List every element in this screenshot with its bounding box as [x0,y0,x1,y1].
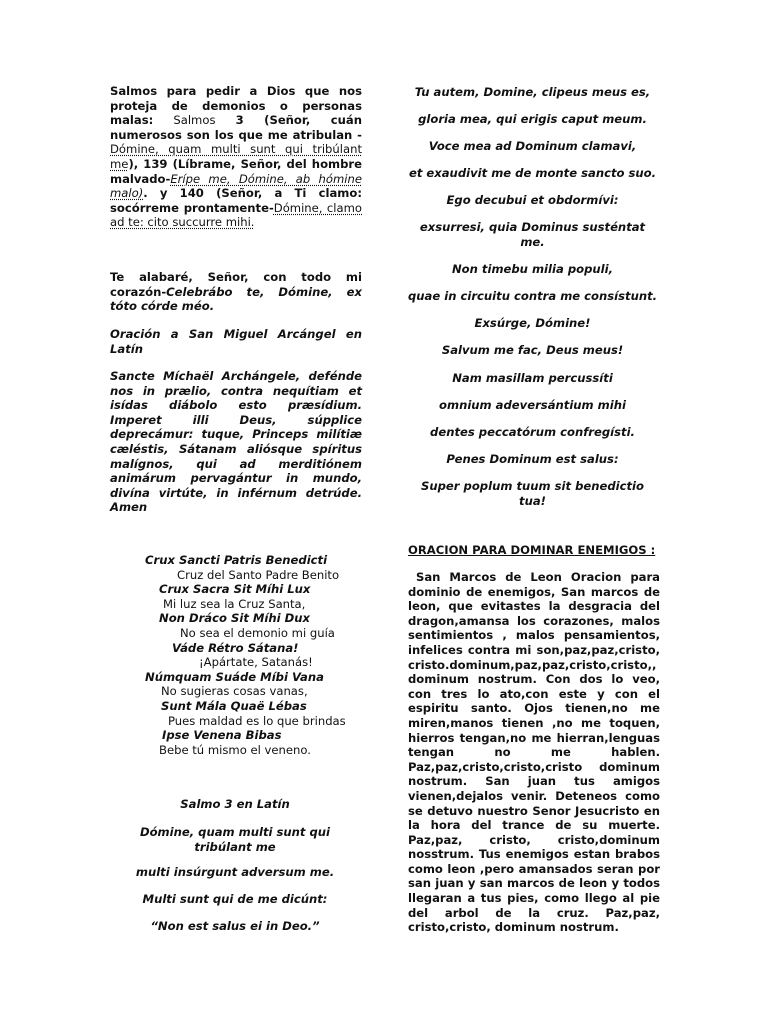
salmo3-title: Salmo 3 en Latín [180,797,290,811]
intro-latin-psalm3: Dómine, quam multi sunt qui tribúlant me [110,142,362,171]
crux-latin-line: Sunt Mála Quaë Lébas [161,698,307,713]
psalm-verse: et exaudivit me de monte sancto suo. [408,166,657,181]
salmos-intro-paragraph [110,84,362,230]
psalm-verse: Voce mea ad Dominum clamavi, [428,139,637,154]
crux-latin-line: Non Dráco Sit Míhi Dux [159,611,311,626]
psalm-verse: Penes Dominum est salus: [446,451,619,466]
psalm-verses [405,85,660,521]
psalm-verse: Non timebu milia populi, [451,262,614,277]
crux-latin-line: Ipse Venena Bibas [162,728,282,743]
crux-spanish-line: Bebe tú mismo el veneno. [159,742,311,757]
psalm-verse: Tu autem, Domine, clipeus meus es, [414,85,651,99]
crux-spanish-line: ¡Apártate, Satanás! [199,655,313,670]
psalm-verse: Nam masillam percussíti [452,370,613,385]
intro-salmos-text: Salmos [153,113,236,128]
intro-latin-psalm139: Erípe me, Dómine, ab hómine malo) [110,171,362,201]
oracion-enemigos-title: ORACION PARA DOMINAR ENEMIGOS : [408,543,656,557]
crux-spanish-line: Cruz del Santo Padre Benito [177,567,340,582]
crux-spanish-line: Mi luz sea la Cruz Santa, [163,596,306,611]
oracion-san-miguel-title: Oración a San Miguel Arcángel en Latín [110,327,362,356]
salmo3-verse: Dómine, quam multi sunt qui tribúlant me [139,825,331,854]
crux-latin-line: Crux Sancti Patris Benedicti [145,553,328,567]
salmo3-verse: Multi sunt qui de me dicúnt: [142,892,328,907]
psalm-verse: exsurresi, quia Dominus susténtat me. [419,220,646,250]
salmo3-verse: multi insúrgunt adversum me. [135,865,335,880]
psalm-verse: quae in circuitu contra me consístunt. [407,289,658,304]
oracion-enemigos-body: San Marcos de Leon Oracion para dominio de enemigos, San marcos de leon, que evitastes la desgracia del dragon,amansa los corazones, malos sentimientos , malos pensamientos, infelices contra mi son,paz,paz,cristo, cristo.dominum,paz,paz,cristo,cristo,, dominum nostrum. Con dos lo veo, con tres lo ato,con este y con el espiritu santo. Ojos tienen,no me miren,manos tienen ,no me toquen, hierros tengan,no me hierran,lenguas tengan no me hablen. Paz,paz,cristo,cristo,cristo dominum nostrum. San juan tus amigos vienen,dejalos venir. Deteneos como se detuvo nuestro Senor Jesucristo en la hora del trance de su muerte. Paz,paz, cristo, cristo,dominum nosstrum. Tus enemigos estan brabos como leon ,pero amansados seran por san juan y san marcos de leon y todos llegaran a tus pies, como llego al pie del arbol de la cruz. Paz,paz, cristo,cristo, dominum nostrum. [408,570,660,935]
intro-psalm3-text: 3 (Señor, cuán numerosos son los que me atribulan - [110,113,362,142]
psalm-verse: gloria mea, qui erigis caput meum. [418,112,647,127]
crux-latin-line: Váde Rétro Sátana! [172,640,299,655]
intro-heading-text: Salmos para pedir a Dios que nos proteja de demonios o personas malas: [110,84,362,128]
alabare-paragraph [110,270,362,314]
intro-latin-psalm140: Dómine, clamo ad te: cito succurre mihi. [110,200,362,230]
psalm-verse: omnium adeversántium mihi [439,397,626,412]
crux-spanish-line: No sugieras cosas vanas, [161,684,308,699]
salmo3-verses [120,825,350,946]
intro-psalm139-text: ), 139 (Líbrame, Señor, del hombre malvado- [110,156,362,186]
sancte-michael-prayer: Sancte Míchaël Archángele, defénde nos in prælio, contra nequítiam et isídas diábolo esto præsídium. Imperet illi Deus, súpplice deprecámur: tuque, Princeps milítiæ cæléstis, Sátanam aliósque spíritus malígnos, qui ad merditiónem animárum pervagántur in mundo, divína virtúte, in inférnum detrúde. Amen [110,369,362,515]
psalm-verse: Ego decubui et obdormívi: [446,193,619,208]
intro-psalm140-text: . y 140 (Señor, a Ti clamo: socórreme prontamente- [110,186,362,215]
crux-sancti-prayer [100,553,380,757]
psalm-verse: Salvum me fac, Deus meus! [441,343,624,358]
psalm-verse: Exsúrge, Dómine! [474,316,591,331]
psalm-verse: dentes peccatórum confregísti. [430,424,635,439]
crux-spanish-line: No sea el demonio mi guía [180,625,335,640]
alabare-spanish: Te alabaré, Señor, con todo mi corazón- [110,270,362,299]
salmo3-verse: “Non est salus ei in Deo.” [150,919,320,934]
crux-latin-line: Númquam Suáde Míbi Vana [145,669,324,684]
crux-latin-line: Crux Sacra Sit Míhi Lux [159,582,311,597]
psalm-verse: Super poplum tuum sit benedictio tua! [421,478,644,508]
alabare-latin: Celebrábo te, Dómine, ex tóto córde méo. [110,284,362,314]
crux-spanish-line: Pues maldad es lo que brindas [168,713,346,728]
